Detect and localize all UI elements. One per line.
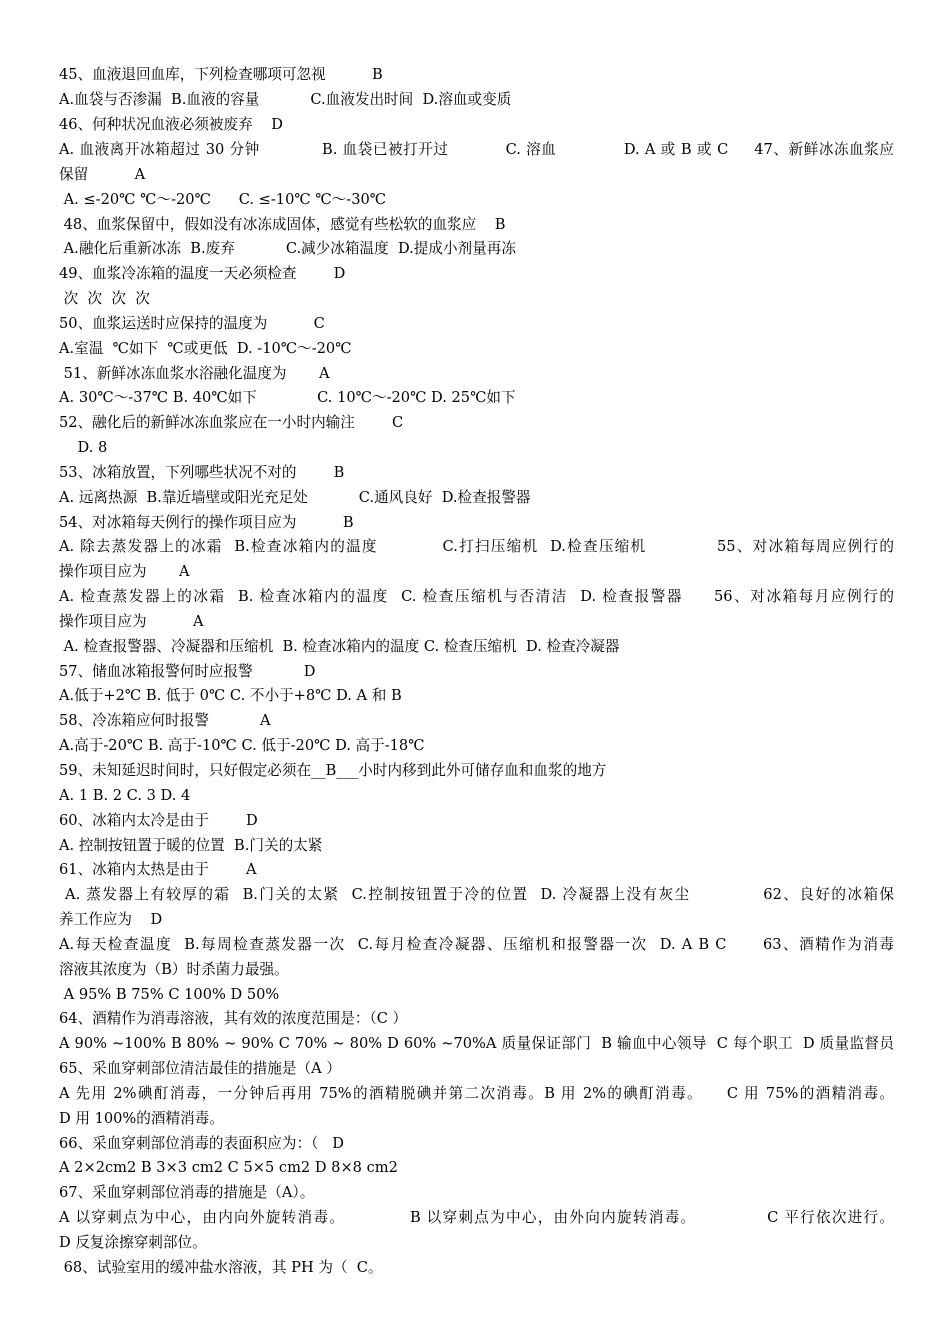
text-line: 次 次 次 次 (59, 290, 150, 307)
text-line: A 2×2cm2 B 3×3 cm2 C 5×5 cm2 D 8×8 cm2 (59, 1159, 398, 1176)
text-line: 溶液其浓度为（B）时杀菌力最强。 (59, 961, 289, 978)
text-line: A.血袋与否渗漏 B.血液的容量 C.血液发出时间 D.溶血或变质 (59, 91, 512, 108)
text-line: A 先用 2%碘酊消毒，一分钟后再用 75%的酒精脱碘并第二次消毒。B 用 2%的碘酊消毒。 C 用 75%的酒精消毒。 (59, 1085, 894, 1102)
text-line: A.室温 ℃如下 ℃或更低 D. -10℃～-20℃ (59, 340, 352, 357)
text-line: A. 蒸发器上有较厚的霜 B.门关的太紧 C.控制按钮置于冷的位置 D. 冷凝器上没有灰尘 62、良好的冰箱保 (59, 886, 894, 903)
text-line: 45、血液退回血库，下列检查哪项可忽视 B (59, 66, 383, 83)
text-line: A.每天检查温度 B.每周检查蒸发器一次 C.每月检查冷凝器、压缩机和报警器一次 D. A B C 63、酒精作为消毒 (59, 936, 894, 953)
text-line: D 反复涂擦穿刺部位。 (59, 1234, 207, 1251)
text-line: A. 除去蒸发器上的冰霜 B.检查冰箱内的温度 C.打扫压缩机 D.检查压缩机 55、对冰箱每周应例行的 (59, 538, 894, 555)
text-line: A. 检查报警器、冷凝器和压缩机 B. 检查冰箱内的温度 C. 检查压缩机 D. 检查冷凝器 (59, 638, 620, 655)
text-line: 60、冰箱内太冷是由于 D (59, 812, 258, 829)
text-line: 操作项目应为 A (59, 563, 190, 580)
text-line: 58、冷冻箱应何时报警 A (59, 712, 271, 729)
text-line: 66、采血穿刺部位消毒的表面积应为：（ D (59, 1135, 344, 1152)
text-line: D. 8 (59, 439, 108, 456)
text-line: A 95% B 75% C 100% D 50% (59, 986, 280, 1003)
text-line: 48、血浆保留中，假如没有冰冻成固体，感觉有些松软的血浆应 B (59, 216, 506, 233)
text-line: A. 30℃～-37℃ B. 40℃如下 C. 10℃～-20℃ D. 25℃如下 (59, 389, 516, 406)
text-line: 49、血浆冷冻箱的温度一天必须检查 D (59, 265, 346, 282)
text-line: 53、冰箱放置，下列哪些状况不对的 B (59, 464, 345, 481)
text-line: 51、新鲜冰冻血浆水浴融化温度为 A (59, 365, 330, 382)
text-line: 54、对冰箱每天例行的操作项目应为 B (59, 514, 354, 531)
text-line: D 用 100%的酒精消毒。 (59, 1110, 224, 1127)
text-line: 52、融化后的新鲜冰冻血浆应在一小时内输注 C (59, 414, 404, 431)
text-line: 57、储血冰箱报警何时应报警 D (59, 663, 316, 680)
text-line: 68、试验室用的缓冲盐水溶液，其 PH 为（ C。 (59, 1259, 383, 1276)
text-line: 50、血浆运送时应保持的温度为 C (59, 315, 325, 332)
text-line: A. 血液离开冰箱超过 30 分钟 B. 血袋已被打开过 C. 溶血 D. A 或 B 或 C 47、新鲜冰冻血浆应 (59, 141, 894, 158)
text-line: A. 检查蒸发器上的冰霜 B. 检查冰箱内的温度 C. 检查压缩机与否清洁 D. 检查报警器 56、对冰箱每月应例行的 (59, 588, 894, 605)
text-line: A. 远离热源 B.靠近墙壁或阳光充足处 C.通风良好 D.检查报警器 (59, 489, 531, 506)
text-line: 61、冰箱内太热是由于 A (59, 861, 257, 878)
text-line: A. 控制按钮置于暖的位置 B.门关的太紧 (59, 837, 323, 854)
text-line: A.融化后重新冰冻 B.废弃 C.减少冰箱温度 D.提成小剂量再冻 (59, 240, 516, 257)
text-line: A.低于+2℃ B. 低于 0℃ C. 不小于+8℃ D. A 和 B (59, 687, 402, 704)
text-line: 59、未知延迟时间时，只好假定必须在__B___小时内移到此外可储存血和血浆的地方 (59, 762, 607, 779)
text-line: A 90% ~100% B 80% ~ 90% C 70% ~ 80% D 60% ~70%A 质量保证部门 B 输血中心领导 C 每个职工 D 质量监督员 (59, 1035, 894, 1052)
text-line: 67、采血穿刺部位消毒的措施是（A）。 (59, 1184, 315, 1201)
text-line: 保留 A (59, 166, 146, 183)
text-line: 46、何种状况血液必须被废弃 D (59, 116, 283, 133)
text-line: 65、采血穿刺部位清洁最佳的措施是（A ） (59, 1060, 341, 1077)
text-line: 操作项目应为 A (59, 613, 204, 630)
text-line: A.高于-20℃ B. 高于-10℃ C. 低于-20℃ D. 高于-18℃ (59, 737, 425, 754)
text-line: 64、酒精作为消毒溶液，其有效的浓度范围是：（C ） (59, 1010, 408, 1027)
text-line: A. 1 B. 2 C. 3 D. 4 (59, 787, 191, 804)
text-line: 养工作应为 D (59, 911, 163, 928)
text-line: A. ≤-20℃ ℃～-20℃ C. ≤-10℃ ℃～-30℃ (59, 191, 387, 208)
text-line: A 以穿刺点为中心，由内向外旋转消毒。 B 以穿刺点为中心，由外向内旋转消毒。 C 平行依次进行。 (59, 1209, 894, 1226)
